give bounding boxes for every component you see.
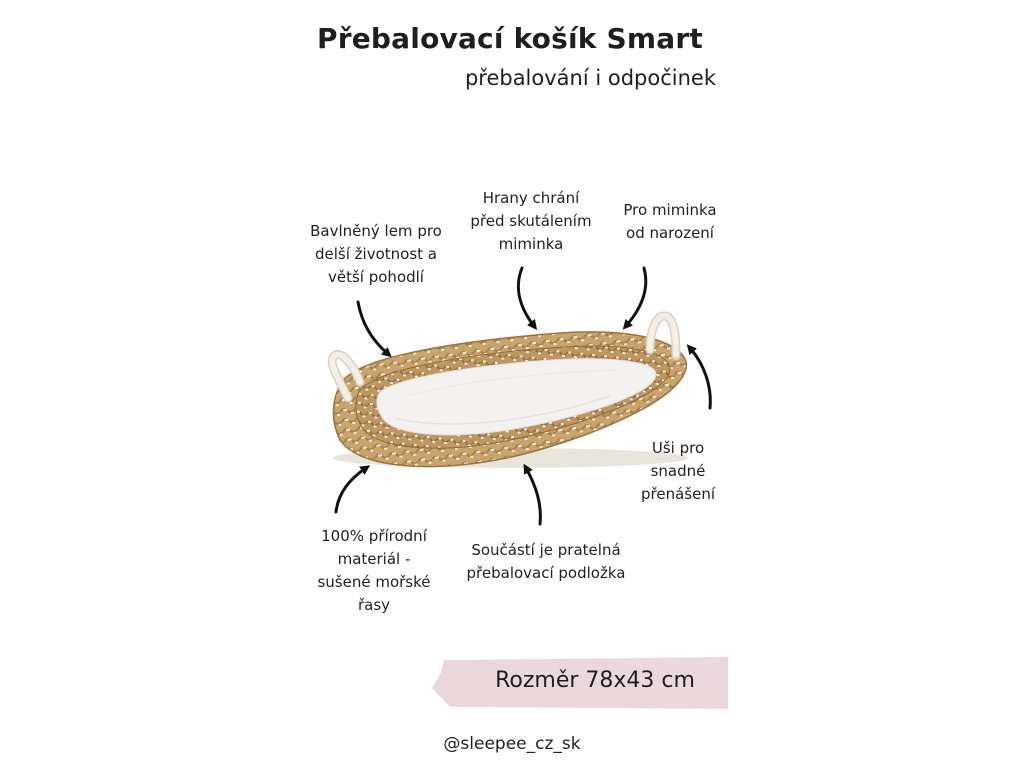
callout-line: před skutálením (470, 212, 592, 230)
callout-line: delší životnost a (315, 245, 437, 263)
curved-arrow-icon (518, 268, 534, 326)
curved-arrow-icon (626, 268, 646, 326)
callout-line: snadné (650, 462, 706, 480)
callout-edges (456, 187, 606, 256)
callout-line: Uši pro (651, 439, 705, 457)
callout-line: Součástí je pratelná (471, 541, 621, 559)
callout-line: přebalovací podložka (466, 564, 626, 582)
curved-arrow-icon (690, 348, 710, 408)
curved-arrow-icon (336, 468, 366, 512)
callout-line: materiál - (337, 550, 411, 568)
curved-arrow-icon (358, 302, 388, 354)
callout-line: 100% přírodní (321, 527, 427, 545)
callout-washable-pad (446, 539, 646, 585)
callout-handles (626, 437, 730, 506)
callout-line: miminka (498, 235, 564, 253)
callout-line: přenášení (640, 485, 715, 503)
callout-line: od narození (626, 224, 714, 242)
callout-newborn (610, 199, 730, 245)
page-subtitle: přebalování i odpočinek (464, 66, 716, 90)
callout-cotton-rim (300, 220, 452, 289)
curved-arrow-icon (526, 468, 540, 524)
dimension-label: Rozměr 78x43 cm (495, 668, 695, 693)
callout-line: větší pohodlí (328, 268, 424, 286)
callout-line: sušené mořské (317, 573, 431, 591)
callout-line: Hrany chrání (482, 189, 580, 207)
callout-line: Bavlněný lem pro (310, 222, 442, 240)
page-title: Přebalovací košík Smart (317, 22, 703, 55)
social-handle: @sleepee_cz_sk (443, 734, 581, 754)
callout-natural-material (306, 525, 442, 617)
callout-line: řasy (357, 596, 391, 614)
callout-line: Pro miminka (623, 201, 717, 219)
